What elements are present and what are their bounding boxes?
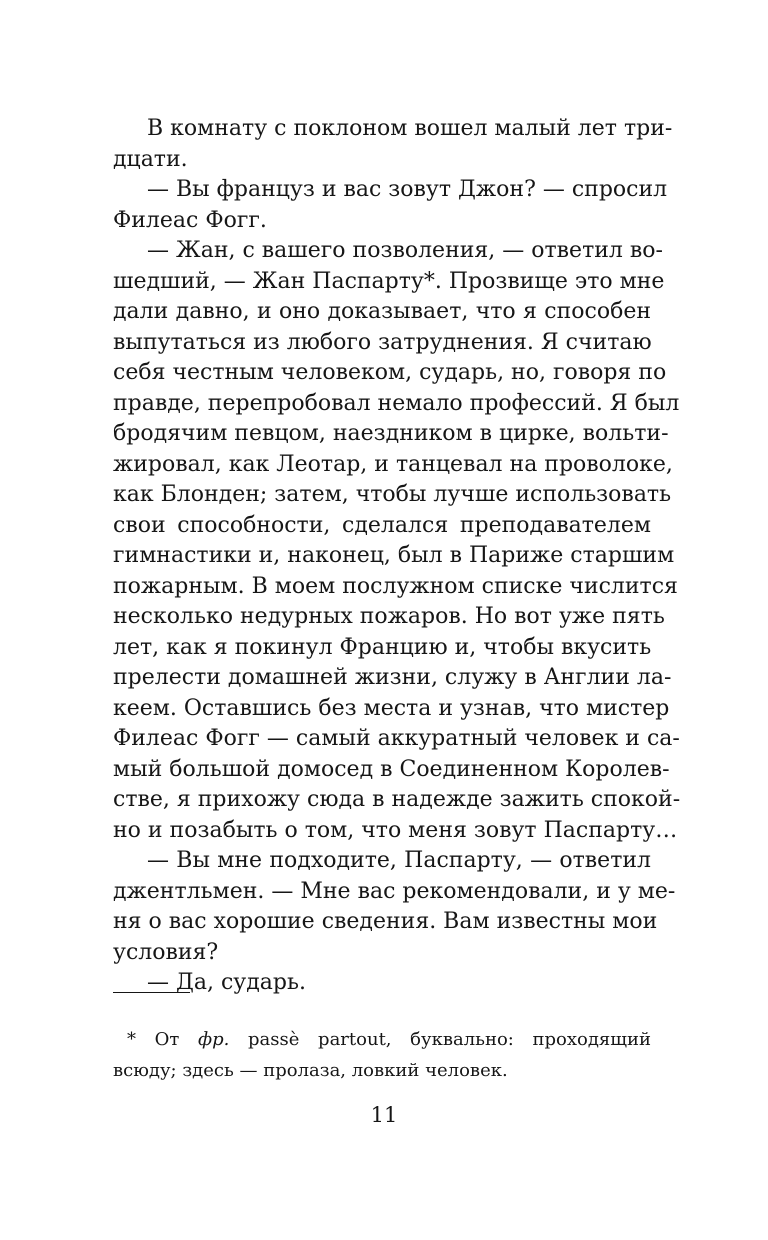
text-line: себя честным человеком, сударь, но, говоря по [113,360,667,385]
text-line: кеем. Оставшись без места и узнав, что мистер [113,695,670,721]
text-line: как Блонден; затем, чтобы лучше использовать [113,482,672,507]
footnote-abbrev: фр. [198,1029,230,1050]
text-line: выпутаться из любого затруднения. Я считаю [113,329,652,355]
text-line: дцати. [113,146,188,172]
text-line: правде, перепробовал немало профессий. Я был [113,390,680,416]
footnote [113,1024,651,1086]
text-line: свои способности, сделался преподавателем [113,512,651,538]
text-line: гимнастики и, наконец, был в Париже старшим [113,543,675,568]
text-line: джентльмен. — Мне вас рекомендовали, и у ме- [113,878,676,904]
footnote-text: passè partout, буквально: проходящий [248,1029,651,1050]
text-line: Филеас Фогг — самый аккуратный человек и са- [113,726,680,751]
text-line: — Вы мне подходите, Паспарту, — ответил [147,848,651,873]
text-line: бродячим певцом, наездником в цирке, вольти- [113,421,669,446]
text-line: шедший, — Жан Паспарту*. Прозвище это мне [113,268,665,294]
text-line: пожарным. В моем послужном списке числится [113,573,678,599]
text-line: жировал, как Леотар, и танцевал на проволоке, [113,451,673,477]
page-number: 11 [370,1103,398,1127]
footnote-prefix: От [154,1029,180,1050]
text-line: лет, как я покинул Францию и, чтобы вкусить [113,634,652,660]
text-line: ня о вас хорошие сведения. Вам известны мои [113,909,658,934]
footnote-line [113,1024,651,1055]
text-line: Филеас Фогг. [113,207,267,233]
text-line: прелести домашней жизни, служу в Англии ла- [113,665,672,690]
text-line: стве, я прихожу сюда в надежде зажить спокой- [113,787,681,812]
footnote-marker: * [127,1029,136,1050]
text-line: мый большой домосед в Соединенном Королев- [113,756,670,782]
text-line: — Да, сударь. [147,970,306,995]
body-text [113,114,681,999]
text-line: несколько недурных пожаров. Но вот уже пять [113,604,665,629]
text-line: но и позабыть о том, что меня зовут Паспарту… [113,817,678,843]
footnote-divider [113,992,190,993]
text-line: — Вы француз и вас зовут Джон? — спросил [147,177,668,202]
text-line: В комнату с поклоном вошел малый лет три- [147,116,673,141]
text-line: — Жан, с вашего позволения, — ответил во- [147,238,663,263]
footnote-line: всюду; здесь — пролаза, ловкий человек. [113,1060,508,1081]
text-line: дали давно, и оно доказывает, что я способен [113,299,651,324]
text-line: условия? [113,939,219,965]
